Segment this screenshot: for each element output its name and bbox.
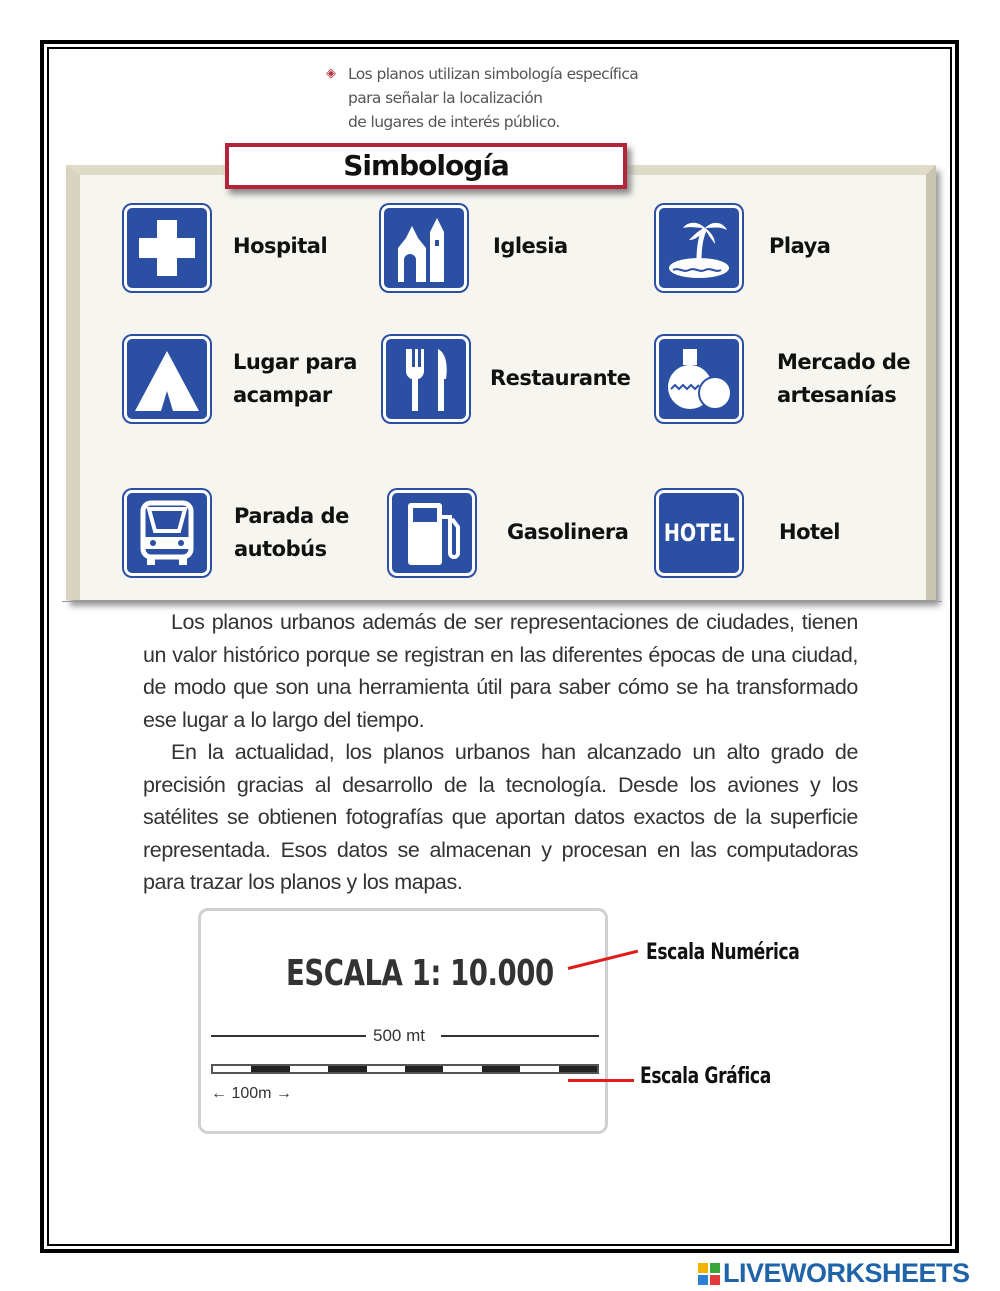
symbol-label: Hospital [233, 234, 328, 258]
symbol-label: Restaurante [490, 366, 631, 390]
diamond-bullet-icon: ◈ [326, 66, 336, 81]
symbol-label: Hotel [779, 520, 840, 544]
red-arrow-icon [568, 1079, 634, 1082]
section-divider [62, 601, 942, 602]
fork-knife-icon [383, 336, 469, 422]
graphic-scale-bar [211, 1064, 599, 1074]
intro-line: para señalar la localización [348, 89, 543, 107]
paragraph: Los planos urbanos además de ser representaciones de ciudades, tienen un valor histórico porque se registran en las diferentes épocas de una ciudad, de modo que son una herramienta útil para saber cómo se ha transformado ese lugar a lo largo del tiempo. [143, 610, 858, 732]
symbol-label: Gasolinera [507, 520, 629, 544]
symbol-label: Parada de autobús [234, 504, 349, 561]
hotel-icon [656, 490, 742, 576]
total-length-label: 500 mt [373, 1026, 425, 1045]
pottery-icon [656, 336, 742, 422]
intro-line: Los planos utilizan simbología específica [348, 65, 639, 83]
intro-line: de lugares de interés público. [348, 113, 560, 131]
scale-example [198, 908, 608, 1134]
symbol-label: Iglesia [493, 234, 568, 258]
gas-pump-icon [389, 490, 475, 576]
logo-grid-icon [698, 1263, 720, 1285]
bus-icon [124, 490, 210, 576]
logo-text: LIVEWORKSHEETS [723, 1258, 970, 1288]
numeric-scale-annotation: Escala Numérica [646, 940, 800, 965]
paragraph: En la actualidad, los planos urbanos han alcanzado un alto grado de precisión gracias al desarrollo de la tecnología. Desde los aviones y los satélites se obtienen fotografías que aportan datos exactos de la superficie representada. Esos datos se almacenan y procesan en las computadoras para trazar los planos y los mapas. [143, 740, 858, 894]
symbol-label: Mercado de artesanías [777, 350, 911, 407]
beach-palm-icon [656, 205, 742, 291]
body-text [143, 606, 858, 899]
intro-note [326, 62, 639, 134]
segment-label: ← 100m → [211, 1085, 292, 1102]
numeric-scale: ESCALA 1: 10.000 [286, 953, 554, 994]
camping-tent-icon [124, 336, 210, 422]
liveworksheets-logo[interactable] [698, 1258, 970, 1289]
symbology-title: Simbología [225, 143, 627, 189]
graphic-scale-annotation: Escala Gráfica [640, 1064, 771, 1089]
hotel-icon-text: HOTEL [663, 519, 735, 547]
length-arrow-right [441, 1035, 599, 1037]
length-arrow-left [211, 1035, 366, 1037]
church-icon [381, 205, 467, 291]
symbol-label: Lugar para acampar [233, 350, 357, 407]
hospital-cross-icon [124, 205, 210, 291]
symbol-label: Playa [769, 234, 831, 258]
